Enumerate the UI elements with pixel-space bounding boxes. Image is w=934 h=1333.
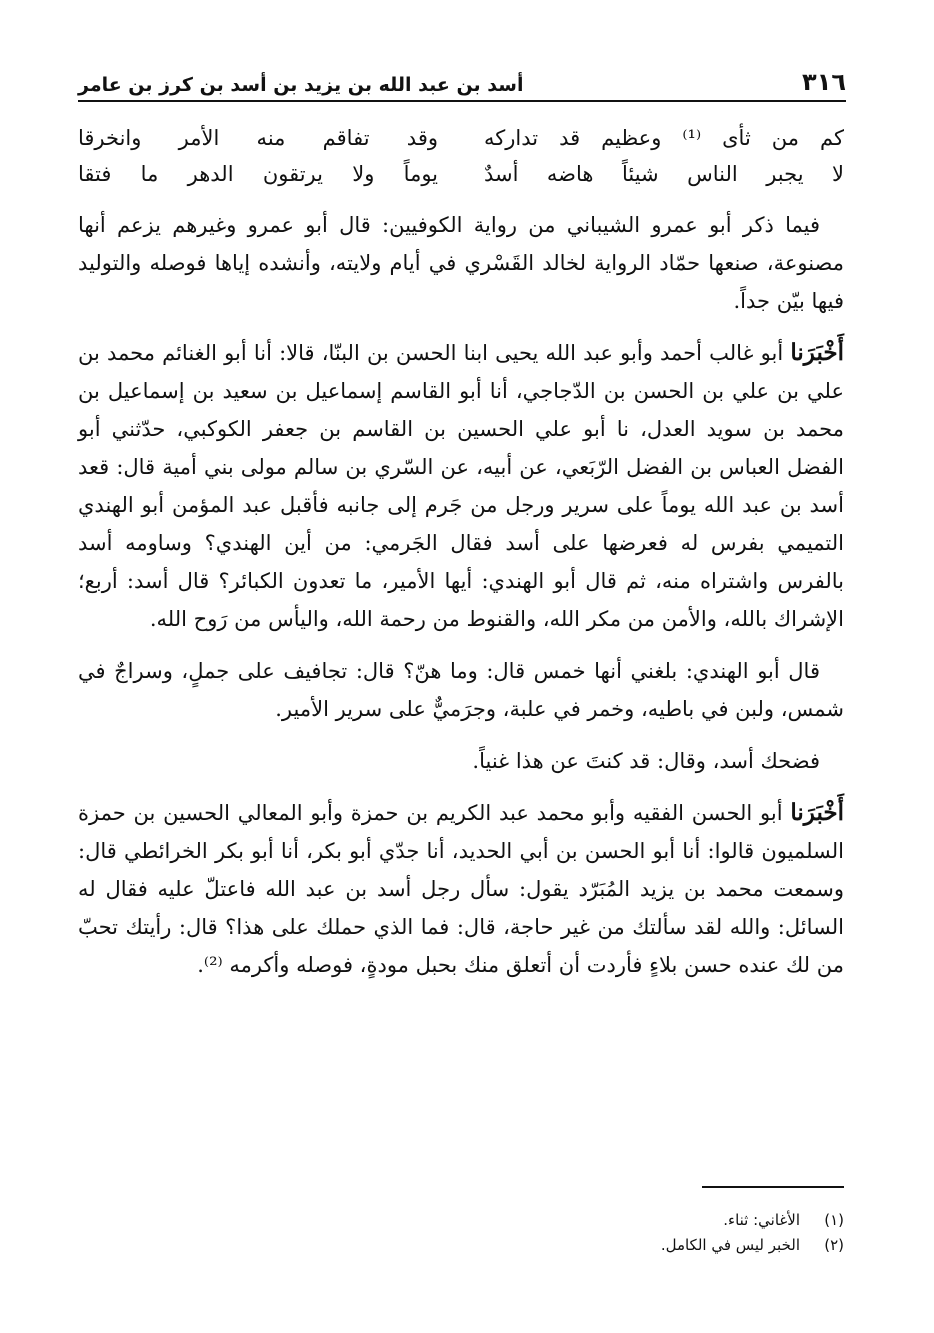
footnote-text: الأغاني: ثناء. — [723, 1211, 800, 1229]
footnote-item — [78, 1208, 844, 1233]
footnote-text: الخبر ليس في الكامل. — [660, 1236, 800, 1254]
verse-second-hemistich: وقد تفاقم منه الأمر وانخرقا — [78, 126, 439, 150]
paragraph-abu-hindi: قال أبو الهندي: بلغني أنها خمس قال: وما هنّ؟ قال: تجافيف على جملٍ، وسراجٌ في شمس، ولبن في باطيه، وخمر في علبة، وجرَميٌّ على سرير الأمير. — [78, 659, 844, 721]
akhbarana-lead: أَخْبَرَنا — [790, 339, 844, 366]
paragraph-attribution: فيما ذكر أبو عمرو الشيباني من رواية الكوفيين: قال أبو عمرو وغيرهم يزعم أنها مصنوعة، صنعها حمّاد الرواية لخالد القَسْري في أيام ولايته، وأنشده إياها فوصله والتوليد فيها بيّن جداً. — [78, 213, 844, 313]
footnote-item — [78, 1233, 844, 1258]
verse-first-hemistich: لا يجبر الناس شيئاً هاضه أسدٌ — [483, 162, 844, 186]
footnote-number: (٢) — [824, 1236, 844, 1254]
running-title: أسد بن عبد الله بن يزيد بن أسد بن كرز بن عامر — [78, 74, 524, 96]
footnote-number: (١) — [824, 1211, 844, 1229]
paragraph-text: أبو الحسن الفقيه وأبو محمد عبد الكريم بن حمزة وأبو المعالي الحسين بن حمزة السلميون قالوا: أنا أبو الحسن بن أبي الحديد، أنا جدّي أبو بكر، أنا أبو بكر الخرائطي قال: وسمعت محمد بن يزيد المُبَرّد يقول: سأل رجل أسد بن عبد الله فاعتلّ عليه فقال له السائل: والله لقد سألتك من غير حاجة، قال: فما الذي حملك على هذا؟ قال: رأيتك تحبّ من لك عنده حسن بلاءٍ فأردت أن أتعلق منك بحبل مودةٍ، فوصله وأكرمه ⁽²⁾. — [78, 801, 844, 977]
verse-first-hemistich: كم من ثأى ⁽¹⁾ وعظيم قد تداركه — [483, 126, 845, 150]
main-text — [78, 120, 844, 998]
poem — [78, 120, 844, 192]
footnote-divider — [702, 1186, 844, 1188]
paragraph-hadith-2 — [78, 794, 844, 984]
poem-verse — [78, 120, 844, 156]
akhbarana-lead: أَخْبَرَنا — [790, 799, 844, 826]
verse-second-hemistich: يوماً ولا يرتقون الدهر ما فتقا — [78, 162, 439, 186]
paragraph-text: أبو غالب أحمد وأبو عبد الله يحيى ابنا الحسن بن البنّا، قالا: أنا أبو الغنائم محمد بن علي بن علي بن الحسن بن الدّجاجي، أنا أبو القاسم إسماعيل بن سعيد بن إسماعيل بن محمد بن سويد العدل، نا أبو علي الحسين بن القاسم بن جعفر الكوكبي، حدّثني أبو الفضل العباس بن الفضل الرّبَعي، عن أبيه، عن السّري بن سالم مولى بني أمية قال: قعد أسد بن عبد الله يوماً على سرير ورجل من جَرم إلى جانبه فأقبل عبد المؤمن أبو الهندي التميمي بفرس له فعرضها على أسد فقال الجَرمي: من أين الهندي؟ وساومه أسد بالفرس واشتراه منه، ثم قال أبو الهندي: أيها الأمير، ما تعدون الكبائر؟ قال أسد: أربع؛ الإشراك بالله، والأمن من مكر الله، والقنوط من رحمة الله، واليأس من رَوح الله. — [78, 341, 844, 631]
paragraph-hadith-1 — [78, 334, 844, 638]
footnotes — [78, 1208, 844, 1258]
poem-verse — [78, 156, 844, 192]
page-number: ٣١٦ — [802, 68, 846, 96]
paragraph-asad-laugh: فضحك أسد، وقال: قد كنتَ عن هذا غنياً. — [472, 749, 820, 773]
running-header — [78, 56, 846, 102]
